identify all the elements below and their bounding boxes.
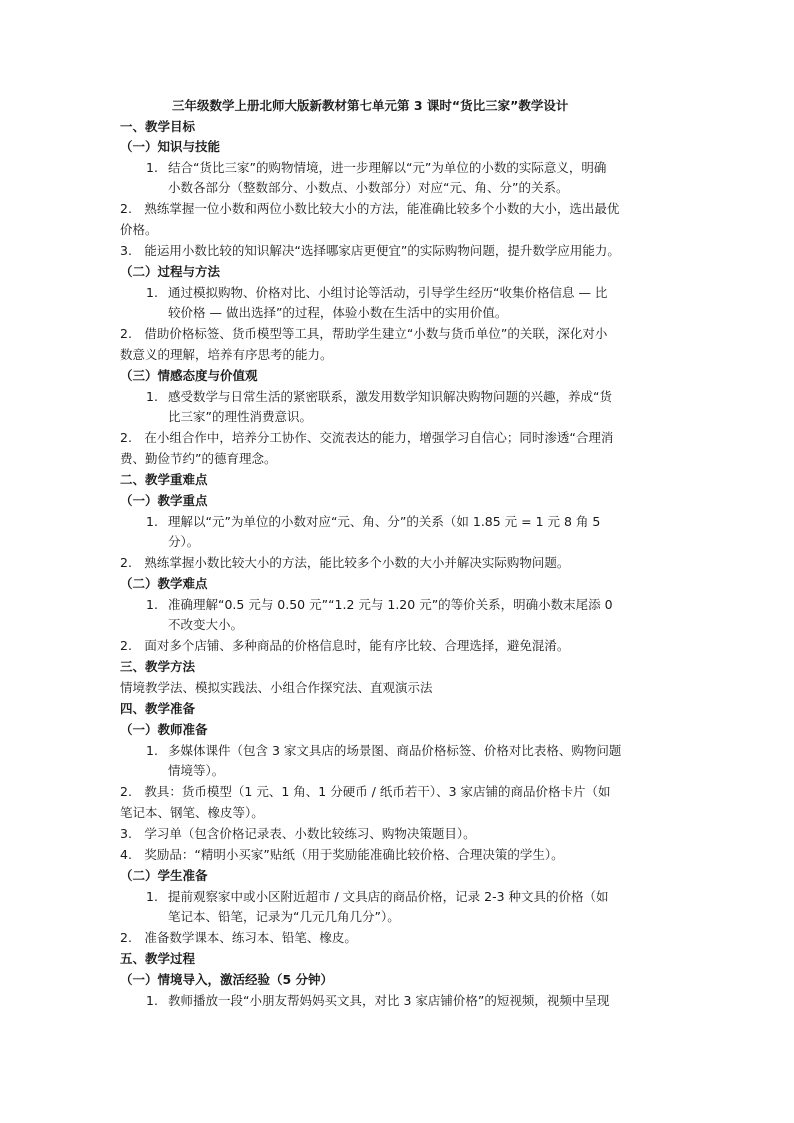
list-item-text: 较价格 — 做出选择”的过程，体验小数在生活中的实用价值。 [168, 305, 508, 320]
paragraph: 2. 在小组合作中，培养分工协作、交流表达的能力，增强学习自信心；同时渗透“合理消 [120, 430, 614, 445]
paragraph: 费、勤俭节约”的德育理念。 [120, 451, 277, 466]
list-item-text: 分）。 [168, 534, 200, 549]
list-number: 1. [146, 743, 158, 758]
paragraph: 价格。 [120, 222, 158, 237]
list-number: 1. [146, 160, 158, 175]
section-heading-key-points: 二、教学重难点 [120, 472, 208, 487]
list-item-text: 教师播放一段“小朋友帮妈妈买文具，对比 3 家店铺价格”的短视频，视频中呈现 [168, 993, 610, 1008]
paragraph: 4. 奖励品：“精明小买家”贴纸（用于奖励能准确比较价格、合理决策的学生）。 [120, 847, 564, 862]
list-number: 1. [146, 889, 158, 904]
paragraph: 2. 教具：货币模型（1 元、1 角、1 分硬币 / 纸币若干）、3 家店铺的商品价格卡片（如 [120, 784, 611, 799]
subsection-heading: （三）情感态度与价值观 [120, 368, 258, 383]
list-item-text: 理解以“元”为单位的小数对应“元、角、分”的关系（如 1.85 元 = 1 元 8 角 5 [168, 514, 601, 529]
list-item-text: 情境等）。 [168, 763, 225, 778]
list-item-text: 小数各部分（整数部分、小数点、小数部分）对应“元、角、分”的关系。 [168, 180, 569, 195]
list-item-text: 提前观察家中或小区附近超市 / 文具店的商品价格，记录 2-3 种文具的价格（如 [168, 889, 609, 904]
paragraph: 2. 熟练掌握小数比较大小的方法，能比较多个小数的大小并解决实际购物问题。 [120, 555, 570, 570]
paragraph: 3. 学习单（包含价格记录表、小数比较练习、购物决策题目）。 [120, 826, 476, 841]
list-item-text: 感受数学与日常生活的紧密联系，激发用数学知识解决购物问题的兴趣，养成“货 [168, 389, 612, 404]
section-heading-methods: 三、教学方法 [120, 659, 196, 674]
paragraph: 2. 熟练掌握一位小数和两位小数比较大小的方法，能准确比较多个小数的大小，选出最优 [120, 201, 620, 216]
paragraph: 数意义的理解，培养有序思考的能力。 [120, 347, 333, 362]
paragraph: 3. 能运用小数比较的知识解决“选择哪家店更便宜”的实际购物问题，提升数学应用能力。 [120, 243, 620, 258]
subsection-heading: （二）过程与方法 [120, 264, 221, 279]
subsection-heading: （一）教学重点 [120, 493, 208, 508]
subsection-heading: （二）学生准备 [120, 868, 208, 883]
subsection-heading: （二）教学难点 [120, 576, 208, 591]
paragraph: 2. 面对多个店铺、多种商品的价格信息时，能有序比较、合理选择，避免混淆。 [120, 638, 570, 653]
section-heading-process: 五、教学过程 [120, 951, 196, 966]
subsection-heading: （一）情境导入，激活经验（5 分钟） [120, 972, 334, 987]
list-item-text: 不改变大小。 [168, 617, 244, 632]
subsection-heading: （一）教师准备 [120, 722, 208, 737]
paragraph: 笔记本、钢笔、橡皮等）。 [120, 805, 264, 820]
paragraph: 2. 借助价格标签、货币模型等工具，帮助学生建立“小数与货币单位”的关联，深化对小 [120, 326, 608, 341]
list-number: 1. [146, 597, 158, 612]
list-number: 1. [146, 285, 158, 300]
document-title: 三年级数学上册北师大版新教材第七单元第 3 课时“货比三家”教学设计 [172, 98, 569, 113]
list-number: 1. [146, 389, 158, 404]
list-item-text: 多媒体课件（包含 3 家文具店的场景图、商品价格标签、价格对比表格、购物问题 [168, 743, 622, 758]
list-item-text: 比三家”的理性消费意识。 [168, 409, 312, 424]
paragraph: 情境教学法、模拟实践法、小组合作探究法、直观演示法 [120, 680, 433, 695]
paragraph: 2. 准备数学课本、练习本、铅笔、橡皮。 [120, 930, 357, 945]
section-heading-preparation: 四、教学准备 [120, 701, 196, 716]
list-number: 1. [146, 514, 158, 529]
section-heading-goals: 一、教学目标 [120, 119, 196, 134]
list-item-text: 通过模拟购物、价格对比、小组讨论等活动，引导学生经历“收集价格信息 — 比 [168, 285, 608, 300]
list-item-text: 结合“货比三家”的购物情境，进一步理解以“元”为单位的小数的实际意义，明确 [168, 160, 607, 175]
subsection-heading: （一）知识与技能 [120, 139, 221, 154]
list-number: 1. [146, 993, 158, 1008]
list-item-text: 准确理解“0.5 元与 0.50 元”“1.2 元与 1.20 元”的等价关系，明确小数末尾添 0 [168, 597, 613, 612]
list-item-text: 笔记本、铅笔，记录为“几元几角几分”）。 [168, 909, 400, 924]
